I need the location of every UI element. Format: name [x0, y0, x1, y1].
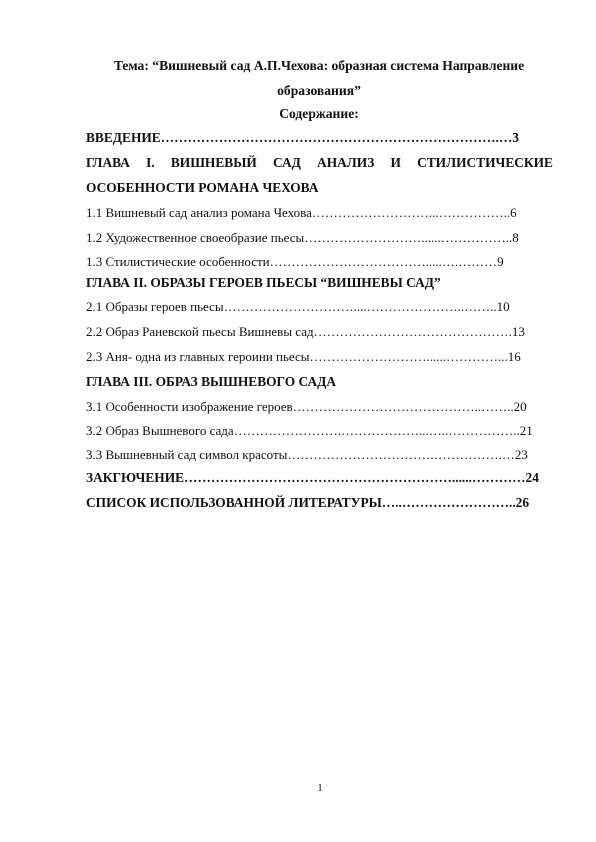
toc-entry-2-1: 2.1 Образы героев пьесы…………………………....…………………..……..10: [86, 299, 510, 314]
contents-heading: Содержание:: [279, 106, 359, 121]
document-title-line-1: Тема: “Вишневый сад А.П.Чехова: образная система Направление: [113, 58, 525, 73]
toc-entry-conclusion: ЗАКГЮЧЕНИЕ……………………………………………………......…………24: [86, 470, 539, 485]
toc-entry-2-3: 2.3 Аня- одна из главных героини пьесы………………………......…………...16: [86, 349, 521, 364]
toc-entry-3-3: 3.3 Вышневный сад символ красоты…………………………….…………….…23: [86, 447, 528, 462]
toc-entry-chapter-1-line-1: ГЛАВА I. ВИШНЕВЫЙ САД АНАЛИЗ И СТИЛИСТИЧЕСКИЕ: [86, 155, 553, 170]
toc-entry-3-2: 3.2 Образ Вышневого сада…………………….………………...…..……………..21: [86, 423, 533, 438]
toc-entry-introduction: ВВЕДЕНИЕ………………………………………………………………….…3: [86, 130, 519, 145]
document-title-line-2: образования”: [277, 83, 361, 98]
toc-entry-chapter-3: ГЛАВА III. ОБРАЗ ВЫШНЕВОГО САДА: [86, 374, 337, 389]
toc-entry-3-1: 3.1 Особенности изображение героев……………………………………..……..20: [86, 399, 527, 414]
toc-entry-1-3: 1.3 Стилистические особенности……………………………….....….………9: [86, 254, 504, 269]
toc-entry-bibliography: СПИСОК ИСПОЛЬЗОВАННОЙ ЛИТЕРАТУРЫ…..……………………..26: [86, 495, 530, 510]
toc-entry-1-2: 1.2 Художественное своеобразие пьесы………………………......……………..8: [86, 230, 519, 245]
toc-entry-1-1: 1.1 Вишневый сад анализ романа Чехова………………………...……………..6: [86, 205, 517, 220]
toc-entry-chapter-1-line-2: ОСОБЕННОСТИ РОМАНА ЧЕХОВА: [86, 180, 319, 195]
toc-entry-chapter-2: ГЛАВА II. ОБРАЗЫ ГЕРОЕВ ПЬЕСЫ “ВИШНЕВЫ САД”: [86, 275, 441, 290]
toc-entry-2-2: 2.2 Образ Раневской пьесы Вишневы сад……………………………………….13: [86, 324, 525, 339]
page-number: 1: [317, 782, 323, 794]
